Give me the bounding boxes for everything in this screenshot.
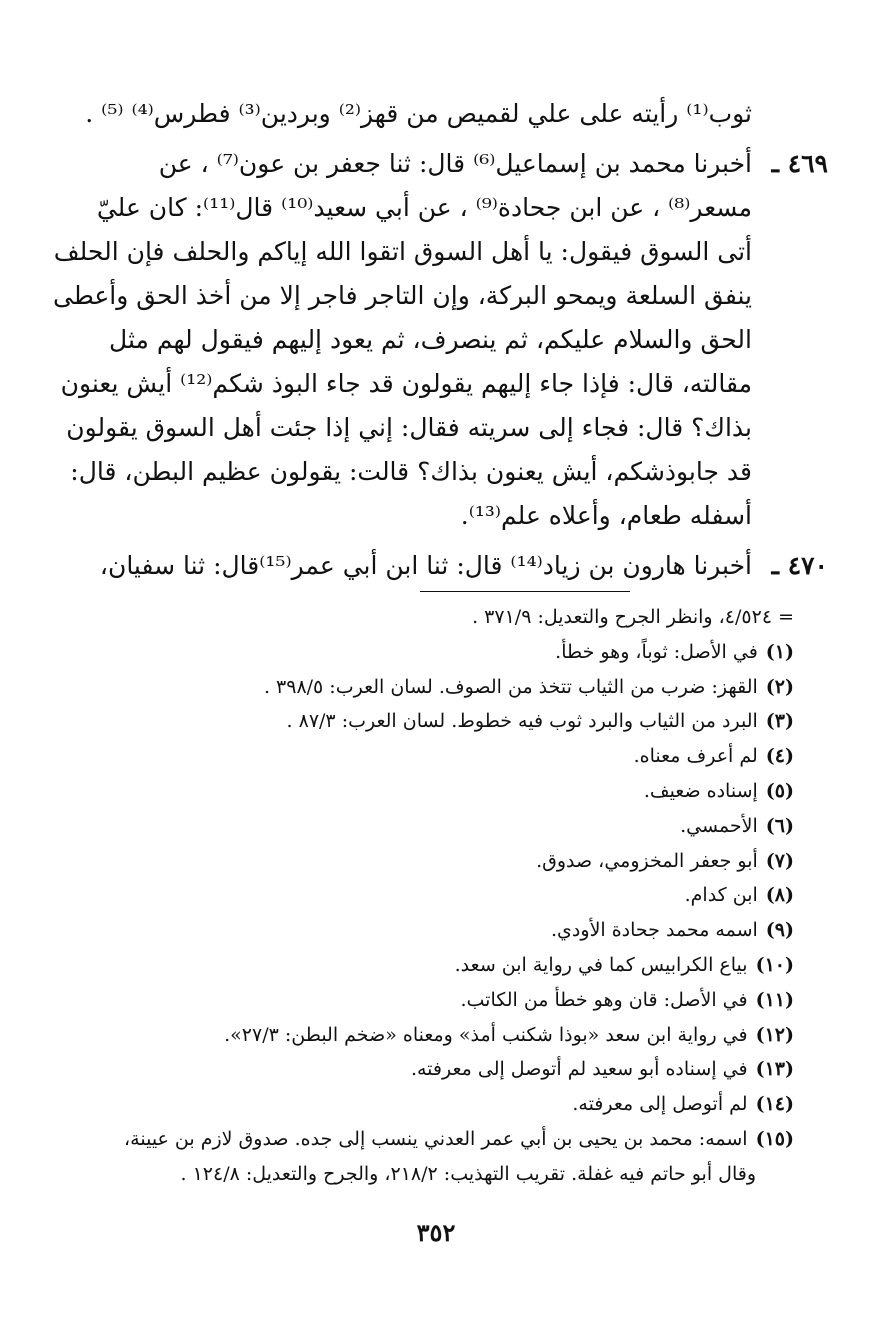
footnote-number: (١) [765, 640, 794, 663]
footnote-item [100, 809, 794, 844]
page-number: ٣٥٢ [416, 1218, 456, 1247]
footnote-text: الأحمسي. [680, 814, 758, 837]
footnote-text: البرد من الثياب والبرد ثوب فيه خطوط. لسان العرب: ٨٧/٣ . [286, 710, 758, 733]
footnote-text: في الأصل: قان وهو خطأ من الكاتب. [460, 988, 748, 1011]
footnote-text: القهز: ضرب من الثياب تتخذ من الصوف. لسان العرب: ٣٩٨/٥ . [263, 675, 758, 698]
entry-470 [99, 544, 828, 588]
footnote-number: (٨) [765, 884, 794, 907]
footnote-text: في إسناده أبو سعيد لم أتوصل إلى معرفته. [410, 1058, 748, 1081]
footnote-number: (١١) [755, 988, 794, 1011]
footnote-text: لم أتوصل إلى معرفته. [572, 1093, 748, 1116]
footnote-number: (١٢) [755, 1023, 794, 1046]
footnote-text: في رواية ابن سعد «بوذا شكنب أمذ» ومعناه «ضخم البطن: ٢٧/٣». [224, 1023, 748, 1046]
footnote-number: (٦) [765, 814, 794, 837]
footnote-text: بياع الكرابيس كما في رواية ابن سعد. [454, 953, 748, 976]
footnote-number: (١٠) [755, 953, 794, 976]
footnote-item [100, 739, 794, 774]
footnote-item [100, 1052, 794, 1087]
footnote-number: (٢) [765, 675, 794, 698]
footnote-text: لم أعرف معناه. [633, 745, 758, 768]
opening-line: ثوب⁽¹⁾ رأيته على علي لقميص من قهز⁽²⁾ وبردين⁽³⁾ فطرس⁽⁴⁾ ⁽⁵⁾ . [85, 99, 752, 128]
footnotes [100, 600, 794, 1192]
footnote-text: أبو جعفر المخزومي، صدوق. [536, 849, 758, 872]
entry-line: الحق والسلام عليكم، ثم ينصرف، ثم يعود إليهم فيقول لهم مثل [109, 325, 752, 354]
entry-469 [53, 142, 828, 538]
footnote-text: اسمه محمد جحادة الأودي. [551, 919, 758, 942]
footnote-item [100, 844, 794, 879]
footnote-item [100, 1087, 794, 1122]
footnote-number: (١٣) [755, 1058, 794, 1081]
footnote-item [100, 913, 794, 948]
footnote-item [100, 983, 794, 1018]
footnote-item [100, 704, 794, 739]
entry-line: أخبرنا هارون بن زياد⁽¹⁴⁾ قال: ثنا ابن أبي عمر⁽¹⁵⁾قال: ثنا سفيان، [99, 551, 752, 580]
entry-line: ينفق السلعة ويمحو البركة، وإن التاجر فاجر إلا من أخذ الحق وأعطى [53, 281, 752, 310]
footnote-item [100, 774, 794, 809]
footnote-number: (٧) [765, 849, 794, 872]
footnote-item [100, 670, 794, 705]
main-text [53, 92, 828, 588]
footnote-item [100, 878, 794, 913]
entry-line: بذاك؟ قال: فجاء إلى سريته فقال: إني إذا جئت أهل السوق يقولون [66, 413, 752, 442]
entry-line: أتى السوق فيقول: يا أهل السوق اتقوا الله إياكم والحلف فإن الحلف [53, 237, 752, 266]
entry-line: مقالته، قال: فإذا جاء إليهم يقولون قد جاء البوذ شكم⁽¹²⁾ أيش يعنون [60, 369, 752, 398]
footnote-item [100, 948, 794, 983]
footnote-text: في الأصل: ثوباً، وهو خطأ. [555, 640, 758, 663]
entry-line: قد جابوذشكم، أيش يعنون بذاك؟ قالت: يقولون عظيم البطن، قال: [70, 457, 752, 486]
footnote-text: إسناده ضعيف. [643, 779, 758, 802]
footnote-item [100, 635, 794, 670]
footnote-text: اسمه: محمد بن يحيى بن أبي عمر العدني ينسب إلى جده. صدوق لازم بن عيينة، [124, 1127, 748, 1150]
footnote-number: (١٥) [755, 1127, 794, 1150]
footnote-number: (٤) [765, 745, 794, 768]
footnote-item [100, 1122, 794, 1157]
footnote-continuation: وقال أبو حاتم فيه غفلة. تقريب التهذيب: ٢١٨/٢، والجرح والتعديل: ١٢٤/٨ . [180, 1162, 756, 1185]
footnote-divider [420, 591, 630, 592]
entry-line: أسفله طعام، وأعلاه علم⁽¹³⁾. [460, 501, 752, 530]
entry-number: ٤٦٩ ـ [771, 149, 828, 178]
footnote-number: (٣) [765, 710, 794, 733]
footnote-text: ابن كدام. [684, 884, 758, 907]
entry-line: مسعر⁽⁸⁾ ، عن ابن جحادة⁽⁹⁾ ، عن أبي سعيد⁽¹⁰⁾ قال⁽¹¹⁾: كان عليّ [96, 193, 752, 222]
entry-number: ٤٧٠ ـ [771, 551, 828, 580]
footnote-number: (٩) [765, 919, 794, 942]
entry-line: أخبرنا محمد بن إسماعيل⁽⁶⁾ قال: ثنا جعفر بن عون⁽⁷⁾ ، عن [158, 149, 752, 178]
footnote-number: (٥) [765, 779, 794, 802]
footnote-item [100, 1018, 794, 1053]
footnote-number: (١٤) [755, 1093, 794, 1116]
footnote-carryover: = ٤/٥٢٤، وانظر الجرح والتعديل: ٣٧١/٩ . [472, 606, 794, 628]
